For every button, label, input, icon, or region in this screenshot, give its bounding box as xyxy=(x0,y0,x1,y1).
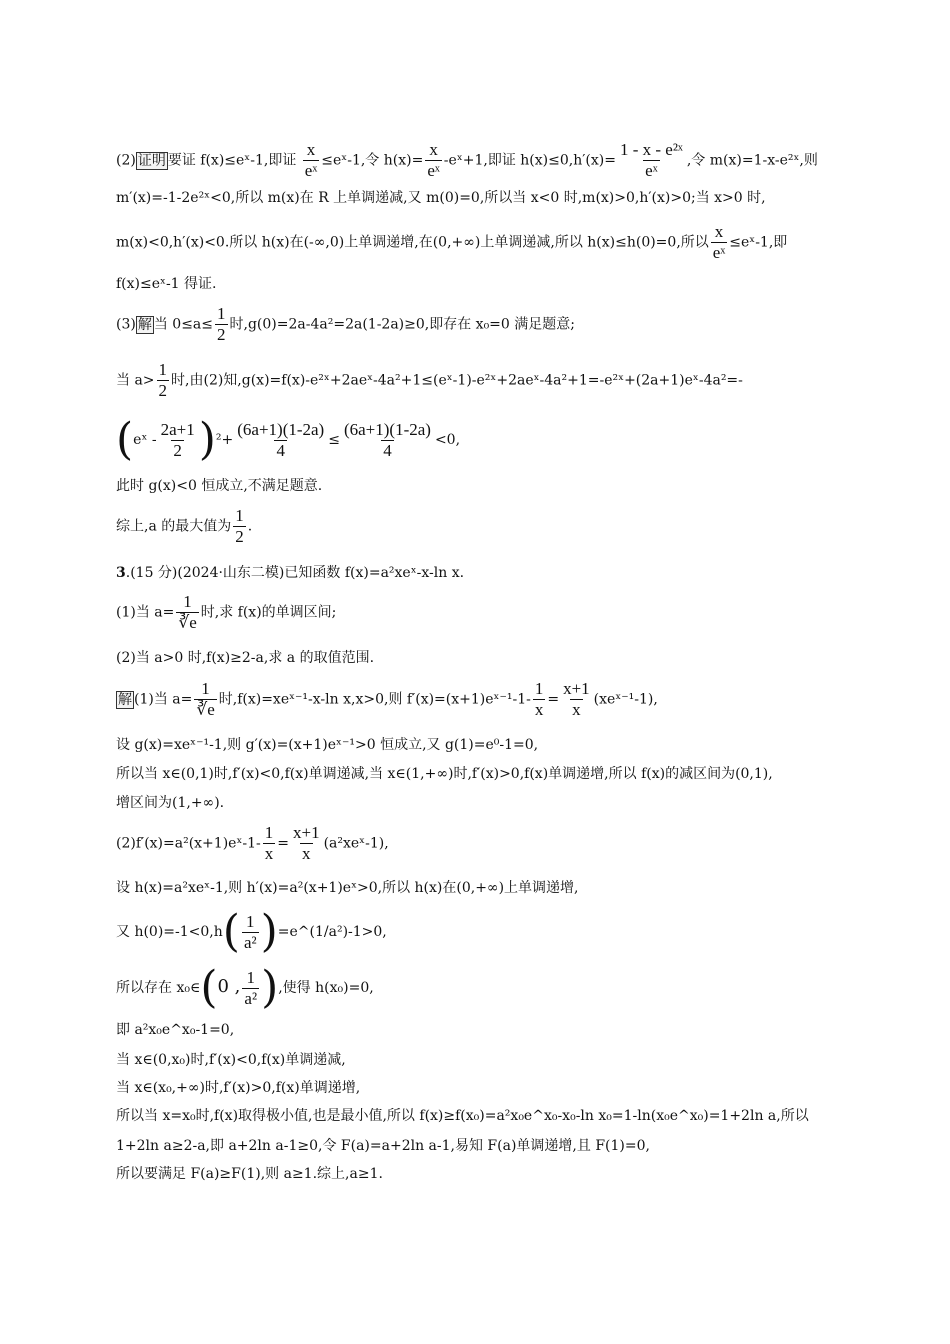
proof-tag: 证明 xyxy=(137,152,166,169)
q3-ans-part2-line1 xyxy=(116,823,840,864)
numerator: 1 - x - e²ˣ xyxy=(619,140,683,159)
text: <0, xyxy=(434,432,461,448)
denominator: ∛e xyxy=(196,700,215,719)
text: eˣ - xyxy=(133,432,157,448)
numerator: (6a+1)(1-2a) xyxy=(237,419,325,439)
text: = xyxy=(547,691,560,708)
q3-ans-part2-line4 xyxy=(116,962,840,1013)
fraction xyxy=(618,140,685,181)
numerator: 2a+1 xyxy=(160,419,195,439)
fraction xyxy=(233,506,246,547)
left-paren: ( xyxy=(116,414,134,465)
text: (xeˣ⁻¹-1), xyxy=(593,691,658,708)
denominator: 2 xyxy=(158,381,168,400)
text: 要证 f(x)≤eˣ-1,即证 xyxy=(167,152,297,169)
question-number: 3 xyxy=(116,565,126,581)
p3-line5 xyxy=(116,506,840,547)
solution-tag: 解 xyxy=(137,316,152,333)
q3-title xyxy=(116,563,840,583)
q3-ans-part2-line9: 1+2ln a≥2-a,即 a+2ln a-1≥0,令 F(a)=a+2ln a-1,易知 F(a)单调递增,且 F(1)=0, xyxy=(116,1138,650,1154)
numerator: 1 xyxy=(246,911,255,931)
text: ≤eˣ-1,令 h(x)= xyxy=(321,152,424,169)
fraction xyxy=(176,592,198,633)
denominator: x xyxy=(264,844,274,863)
left-paren: ( xyxy=(222,906,240,957)
denominator: 2 xyxy=(173,440,182,460)
q3-ans-line1 xyxy=(116,679,840,720)
text: =e^(1/a²)-1>0, xyxy=(277,924,387,940)
fraction xyxy=(194,679,216,720)
numerator: 1 xyxy=(217,304,226,323)
numerator: 1 xyxy=(235,506,244,525)
fraction xyxy=(342,420,433,461)
fraction xyxy=(159,420,197,461)
text: .(15 分)(2024·山东二模)已知函数 f(x)=a²xeˣ-x-ln x. xyxy=(125,565,465,581)
text: 当 0≤a≤ xyxy=(153,316,214,333)
denominator: eˣ xyxy=(427,161,440,180)
p2-line1 xyxy=(116,140,840,181)
fraction xyxy=(425,140,441,181)
text: 当 a> xyxy=(116,372,155,389)
text: (2)f′(x)=a²(x+1)eˣ-1- xyxy=(116,835,261,852)
p2-line2: m′(x)=-1-2e²ˣ<0,所以 m(x)在 R 上单调递减,又 m(0)=0,所以当 x<0 时,m(x)>0,h′(x)>0;当 x>0 时, xyxy=(116,190,766,206)
q3-ans-part2-line5: 即 a²x₀e^x₀-1=0, xyxy=(116,1022,235,1038)
fraction xyxy=(291,823,322,864)
denominator: x xyxy=(572,700,581,719)
numerator: x xyxy=(714,222,724,241)
text: 时,f(x)=xeˣ⁻¹-x-ln x,x>0,则 f′(x)=(x+1)eˣ⁻¹-1- xyxy=(218,691,531,708)
q3-ans-part2-line3 xyxy=(116,906,840,957)
right-paren: ) xyxy=(260,906,278,957)
left-paren: ( xyxy=(200,962,218,1013)
denominator: a² xyxy=(243,932,257,952)
fraction xyxy=(242,912,259,953)
q3-ans-line2: 设 g(x)=xeˣ⁻¹-1,则 g′(x)=(x+1)eˣ⁻¹>0 恒成立,又 g(1)=e⁰-1=0, xyxy=(116,737,539,753)
fraction xyxy=(533,679,546,720)
denominator: a² xyxy=(244,988,258,1008)
q3-ans-line4: 增区间为(1,+∞). xyxy=(116,795,225,811)
q3-ans-part2-line7: 当 x∈(x₀,+∞)时,f′(x)>0,f(x)单调递增, xyxy=(116,1080,361,1096)
numerator: 1 xyxy=(264,823,274,842)
text: 综上,a 的最大值为 xyxy=(116,518,232,535)
p2-line3 xyxy=(116,222,840,263)
denominator: ∛e xyxy=(178,613,197,632)
numerator: 1 xyxy=(246,967,255,987)
q3-ans-part2-line10: 所以要满足 F(a)≥F(1),则 a≥1.综上,a≥1. xyxy=(116,1166,383,1182)
text: = xyxy=(277,835,289,852)
text: (1)当 a= xyxy=(134,691,193,708)
fraction xyxy=(303,140,319,181)
denominator: eˣ xyxy=(645,161,658,180)
denominator: 2 xyxy=(235,527,244,546)
fraction xyxy=(711,222,727,263)
text: ,使得 h(x₀)=0, xyxy=(278,980,374,996)
denominator: 4 xyxy=(276,440,285,460)
text: -eˣ+1,即证 h(x)≤0,h′(x)= xyxy=(443,152,616,169)
text: (2) xyxy=(116,152,136,169)
numerator: 1 xyxy=(183,592,192,611)
numerator: x xyxy=(306,140,316,159)
numerator: x xyxy=(429,140,438,159)
fraction xyxy=(215,304,228,345)
text: 又 h(0)=-1<0,h xyxy=(116,924,223,940)
text: 时,求 f(x)的单调区间; xyxy=(200,604,337,621)
text: 时,g(0)=2a-4a²=2a(1-2a)≥0,即存在 x₀=0 满足题意; xyxy=(229,316,575,333)
q3-ans-part2-line2: 设 h(x)=a²xeˣ-1,则 h′(x)=a²(x+1)eˣ>0,所以 h(x)在(0,+∞)上单调递增, xyxy=(116,880,579,896)
p3-line1 xyxy=(116,304,840,345)
q3-ans-part2-line6: 当 x∈(0,x₀)时,f′(x)<0,f(x)单调递减, xyxy=(116,1052,346,1068)
text: ,令 m(x)=1-x-e²ˣ,则 xyxy=(686,152,818,169)
denominator: 2 xyxy=(217,325,226,344)
solution-tag: 解 xyxy=(118,691,132,708)
fraction xyxy=(242,968,259,1009)
numerator: 1 xyxy=(534,679,544,698)
denominator: 4 xyxy=(383,440,392,460)
fraction xyxy=(263,823,276,864)
text: 时,由(2)知,g(x)=f(x)-e²ˣ+2aeˣ-4a²+1≤(eˣ-1)-e²ˣ+2aeˣ-4a²+1=-e²ˣ+(2a+1)eˣ-4a²=- xyxy=(171,372,743,389)
q3-sub2: (2)当 a>0 时,f(x)≥2-a,求 a 的取值范围. xyxy=(116,650,375,666)
p2-line4: f(x)≤eˣ-1 得证. xyxy=(116,276,217,292)
text: ≤ xyxy=(328,432,340,448)
text: ²+ xyxy=(215,432,234,448)
numerator: 1 xyxy=(201,679,210,698)
text: 0 , xyxy=(217,976,241,997)
text: (3) xyxy=(116,316,136,333)
text: ≤eˣ-1,即 xyxy=(729,234,788,251)
denominator: eˣ xyxy=(712,243,726,262)
right-paren: ) xyxy=(261,962,279,1013)
q3-ans-line3: 所以当 x∈(0,1)时,f′(x)<0,f(x)单调递减,当 x∈(1,+∞)时,f′(x)>0,f(x)单调递增,所以 f(x)的减区间为(0,1), xyxy=(116,766,773,782)
right-paren: ) xyxy=(198,414,216,465)
fraction xyxy=(157,360,170,401)
text: . xyxy=(247,518,253,535)
fraction xyxy=(235,420,326,461)
denominator: eˣ xyxy=(304,161,318,180)
text: (a²xeˣ-1), xyxy=(323,835,389,852)
denominator: x xyxy=(302,844,311,863)
text: 所以存在 x₀∈ xyxy=(116,980,201,996)
text: m(x)<0,h′(x)<0.所以 h(x)在(-∞,0)上单调递增,在(0,+∞)上单调递减,所以 h(x)≤h(0)=0,所以 xyxy=(116,234,709,251)
numerator: (6a+1)(1-2a) xyxy=(343,419,431,439)
q3-sub1 xyxy=(116,592,840,633)
p3-line2 xyxy=(116,360,840,401)
p3-line4: 此时 g(x)<0 恒成立,不满足题意. xyxy=(116,478,323,494)
numerator: 1 xyxy=(158,360,168,379)
numerator: x+1 xyxy=(292,823,320,842)
fraction xyxy=(561,679,592,720)
q3-ans-part2-line8: 所以当 x=x₀时,f(x)取得极小值,也是最小值,所以 f(x)≥f(x₀)=a²x₀e^x₀-x₀-ln x₀=1-ln(x₀e^x₀)=1+2ln a,所以 xyxy=(116,1108,809,1124)
p3-line3 xyxy=(116,414,840,465)
denominator: x xyxy=(534,700,544,719)
text: (1)当 a= xyxy=(116,604,175,621)
numerator: x+1 xyxy=(563,679,590,698)
